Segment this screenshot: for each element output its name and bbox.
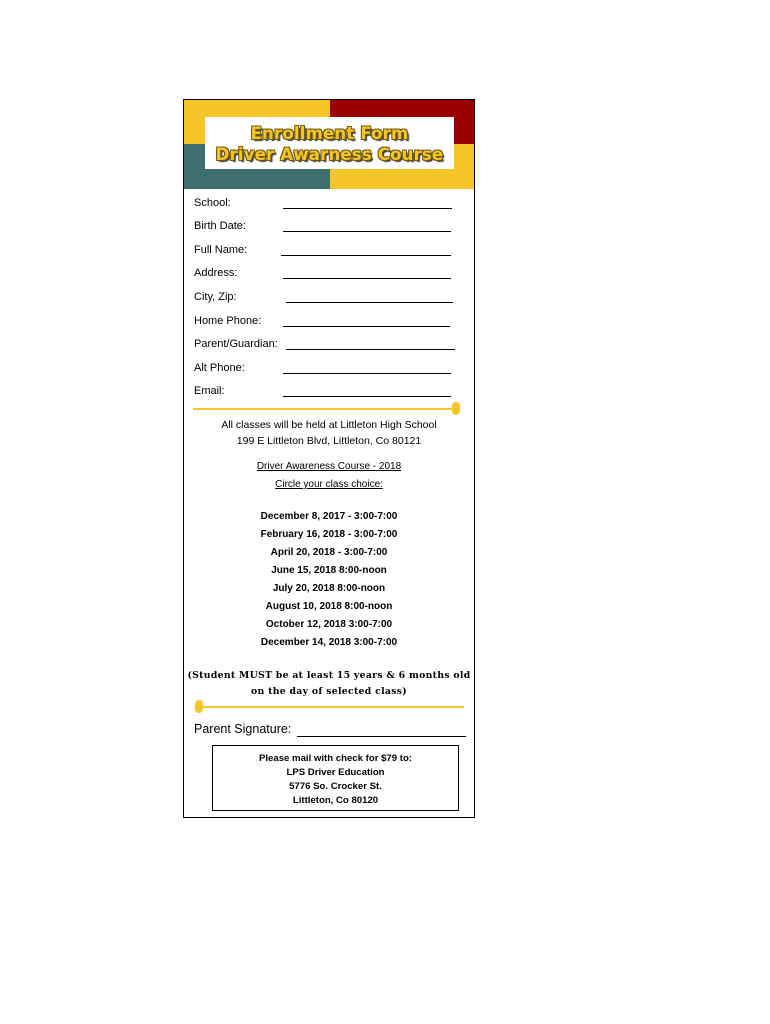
parent-guardian-label: Parent/Guardian: [194,338,278,350]
mail-city-zip: Littleton, Co 80120 [292,795,379,806]
class-date-option[interactable]: October 12, 2018 3:00-7:00 [265,619,393,630]
mailing-info-box [212,745,459,811]
divider-knob-icon [195,700,203,713]
location-line-2: 199 E Littleton Blvd, Littleton, Co 80121 [236,435,422,447]
divider-slider-bottom [195,700,464,714]
address-label: Address: [194,267,238,279]
divider-knob-icon [452,402,460,415]
parent-guardian-input-line[interactable] [286,349,455,350]
city-zip-input-line[interactable] [286,302,453,303]
address-field[interactable] [194,267,459,285]
title-line-1: Enrollment Form [250,124,409,143]
full-name-label: Full Name: [194,244,248,256]
course-title: Driver Awareness Course - 2018 [256,461,402,472]
mail-recipient: LPS Driver Education [286,767,385,778]
school-field[interactable] [194,197,459,215]
location-line-1: All classes will be held at Littleton High School [221,419,437,431]
divider-track [195,706,464,708]
city-zip-field[interactable] [194,291,459,309]
home-phone-input-line[interactable] [283,326,450,327]
parent-signature-line[interactable] [297,736,466,737]
alt-phone-field[interactable] [194,362,459,380]
school-label: School: [194,197,231,209]
email-label: Email: [194,385,225,397]
enrollment-form [183,99,475,818]
class-date-option[interactable]: August 10, 2018 8:00-noon [265,601,393,612]
class-date-option[interactable]: February 16, 2018 - 3:00-7:00 [260,529,398,540]
parent-signature-label: Parent Signature: [194,722,292,736]
divider-slider-top [193,402,460,416]
divider-track [193,408,460,410]
age-requirement-line-1: (Student MUST be at least 15 years & 6 months old [187,670,471,681]
email-field[interactable] [194,385,459,403]
class-date-option[interactable]: July 20, 2018 8:00-noon [272,583,386,594]
home-phone-label: Home Phone: [194,315,262,327]
full-name-field[interactable] [194,244,459,262]
email-input-line[interactable] [283,396,451,397]
home-phone-field[interactable] [194,315,459,333]
address-input-line[interactable] [283,278,451,279]
title-line-2: Driver Awarness Course [215,145,444,164]
class-date-option[interactable]: April 20, 2018 - 3:00-7:00 [270,547,388,558]
alt-phone-input-line[interactable] [283,373,451,374]
parent-guardian-field[interactable] [194,338,459,356]
form-title [205,117,454,169]
age-requirement-line-2: on the day of selected class) [251,686,407,697]
birth-date-field[interactable] [194,220,459,238]
class-date-option[interactable]: June 15, 2018 8:00-noon [271,565,387,576]
mail-street: 5776 So. Crocker St. [289,781,382,792]
alt-phone-label: Alt Phone: [194,362,245,374]
full-name-input-line[interactable] [281,255,451,256]
class-date-option[interactable]: December 8, 2017 - 3:00-7:00 [260,511,398,522]
class-choice-instruction: Circle your class choice: [275,479,383,490]
class-date-option[interactable]: December 14, 2018 3:00-7:00 [260,637,398,648]
mail-instruction: Please mail with check for $79 to: [258,753,413,764]
birth-date-label: Birth Date: [194,220,246,232]
header-banner [184,100,474,189]
birth-date-input-line[interactable] [283,231,451,232]
school-input-line[interactable] [283,208,452,209]
city-zip-label: City, Zip: [194,291,237,303]
